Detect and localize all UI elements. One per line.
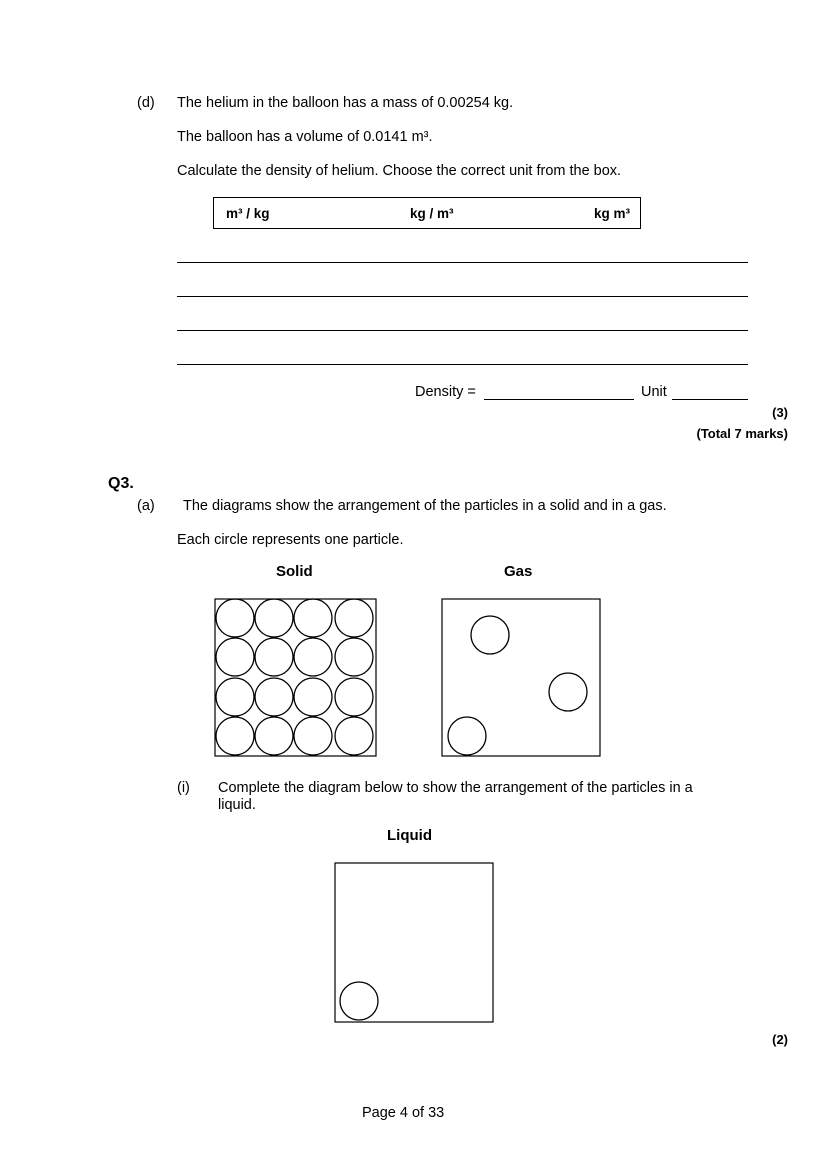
gas-container bbox=[442, 599, 600, 756]
unit-answer-line[interactable] bbox=[672, 399, 748, 400]
marks-a-i: (2) bbox=[772, 1032, 788, 1047]
part-d-line-instruction: Calculate the density of helium. Choose the correct unit from the box. bbox=[177, 163, 622, 179]
unit-option-1[interactable]: m³ / kg bbox=[226, 206, 270, 221]
answer-line-4[interactable] bbox=[177, 364, 748, 365]
density-answer-line[interactable] bbox=[484, 399, 634, 400]
unit-choice-box bbox=[213, 197, 641, 229]
solid-particles bbox=[216, 599, 373, 755]
sub-i-line1: Complete the diagram below to show the arrangement of the particles in a bbox=[218, 780, 693, 796]
total-marks: (Total 7 marks) bbox=[696, 426, 788, 441]
gas-particles bbox=[448, 616, 587, 755]
sub-i-label: (i) bbox=[177, 780, 190, 796]
solid-diagram bbox=[214, 598, 378, 758]
answer-line-1[interactable] bbox=[177, 262, 748, 263]
unit-option-3[interactable]: kg m³ bbox=[594, 206, 631, 221]
part-d-line-volume: The balloon has a volume of 0.0141 m³. bbox=[177, 129, 433, 145]
marks-d: (3) bbox=[772, 405, 788, 420]
question-number: Q3. bbox=[108, 475, 134, 492]
liquid-container[interactable] bbox=[335, 863, 493, 1022]
part-a-intro: The diagrams show the arrangement of the particles in a solid and in a gas. bbox=[183, 498, 667, 514]
solid-label: Solid bbox=[276, 563, 313, 580]
answer-line-3[interactable] bbox=[177, 330, 748, 331]
gas-diagram bbox=[441, 598, 602, 758]
sub-i-line2: liquid. bbox=[218, 797, 256, 813]
liquid-label: Liquid bbox=[387, 827, 432, 844]
part-a-label: (a) bbox=[137, 498, 155, 514]
gas-label: Gas bbox=[504, 563, 533, 580]
part-d-label: (d) bbox=[137, 95, 155, 111]
answer-line-2[interactable] bbox=[177, 296, 748, 297]
liquid-particles bbox=[340, 982, 378, 1020]
liquid-diagram[interactable] bbox=[334, 862, 495, 1024]
unit-option-2[interactable]: kg / m³ bbox=[410, 206, 454, 221]
density-label: Density = bbox=[415, 384, 476, 400]
part-d-line-mass: The helium in the balloon has a mass of 0.00254 kg. bbox=[177, 95, 514, 111]
page-number: Page 4 of 33 bbox=[362, 1105, 445, 1121]
circle-note: Each circle represents one particle. bbox=[177, 532, 404, 548]
unit-label: Unit bbox=[641, 384, 667, 400]
